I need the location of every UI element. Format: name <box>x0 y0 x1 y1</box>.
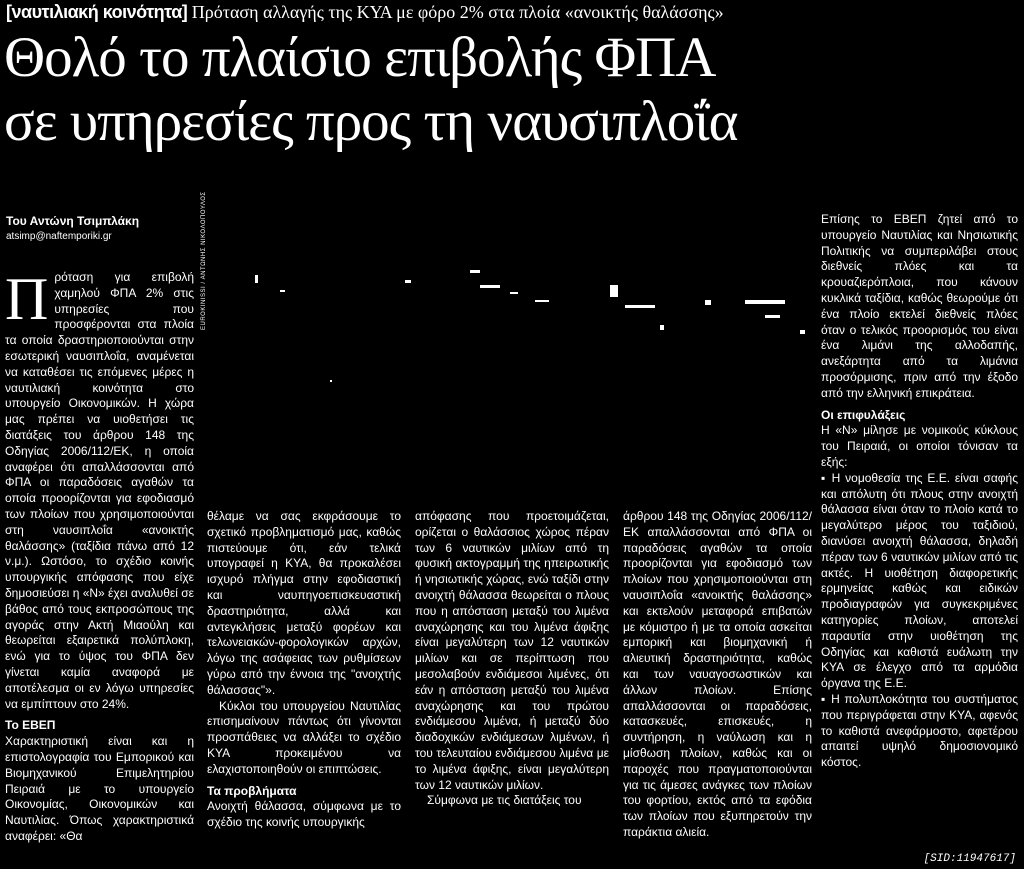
col2-paragraph-3: Ανοιχτή θάλασσα, σύμφωνα με το σχέδιο της κοινής υπουργικής <box>207 799 401 830</box>
col3-paragraph-2: Σύμφωνα με τις διατάξεις του <box>427 793 582 808</box>
col2-paragraph-1: θέλαμε να σας εκφράσουμε το σχετικό προβληματισμό μας, καθώς πιστεύουμε ότι, εάν τελικά υπογραφεί η ΚΥΑ, θα προκαλέσει ισχυρό πλήγμα στην εφοδιαστική και ναυπηγοεπισκευαστική δραστηριότητα, αλλά και αντεγκλήσεις μεταξύ φορέων και τελωνειακών-φορολογικών αρχών, λόγω της ασάφειας των ρυθμίσεων γύρω από την έννοια της "ανοιχτής θάλασσας"». <box>207 509 401 697</box>
col1-paragraph-2: Χαρακτηριστική είναι και η επιστολογραφία του Εμπορικού και Βιομηχανικού Επιμελητηρίου Πειραιά με το υπουργείο Οικονομίας, Οικονομικών και Ναυτιλίας. Όπως χαρακτηριστικά αναφέρει: «Θα <box>5 734 194 843</box>
section-tag: [ναυτιλιακή κοινότητα] <box>6 2 188 22</box>
col5-bullet-1: ▪ Η νομοθεσία της Ε.Ε. είναι σαφής και απόλυτη ότι πλους στην ανοιχτή θάλασσα είναι όταν το πλοίο κατά το μεγαλύτερο μέρος του ταξιδιού, διανύσει ανοιχτή θάλασσα, δηλαδή πέραν των 6 ναυτικών μιλίων από τις ακτές. Η υιοθέτηση διαφορετικής ερμηνείας καθώς και ειδικών προδιαγραφών για συγκεκριμένες κατηγορίες πλοίων, αποτελεί παραυτία στην υιοθέτηση της Οδηγίας και καθιστά ευάλωτη την ΚΥΑ σε έλεγχο από τα αρμόδια όργανα της Ε.Ε. <box>821 470 1018 691</box>
column-1 <box>5 266 194 845</box>
headline-line-2: σε υπηρεσίες προς τη ναυσιπλοΐα <box>4 90 738 153</box>
author-email: atsimp@naftemporiki.gr <box>6 231 112 242</box>
kicker <box>6 2 724 23</box>
photo-credit: EUROKINISSI / ΑΝΤΩΝΗΣ ΝΙΚΟΛΟΠΟΥΛΟΣ <box>201 191 207 330</box>
col5-paragraph-1: Επίσης το ΕΒΕΠ ζητεί από το υπουργείο Ναυτιλίας και Νησιωτικής Πολιτικής να συμπεριλάβει στους διεθνείς πλόες και τα κρουαζιερόπλοια, που κάνουν κυκλικά ταξίδια, καθώς θεωρούμε ότι ένα πλοίο εκτελεί διεθνείς πλόες όταν ο τελικός προορισμός του είναι ένα λιμάνι της αλλοδαπής, ανεξάρτητα από τα λιμάνια προσόρμισης, πριν από την έξοδο από την ελληνική επικράτεια. <box>821 212 1018 400</box>
drop-cap: Π <box>5 266 49 332</box>
byline <box>6 212 139 242</box>
col3-paragraph-1: απόφασης που προετοιμάζεται, ορίζεται ο θαλάσσιος χώρος πέραν των 6 ναυτικών μιλίων από τη φυσική ακτογραμμή της ηπειρωτικής ή νησιωτικής χώρας, ενώ ταξίδι στην ανοιχτή θάλασσα θεωρείται ο πλους που η απόσταση μεταξύ του λιμένα αναχώρησης και του λιμένα άφιξης είναι μεγαλύτερη των 12 ναυτικών μιλίων και σε περίπτωση που μεσολαβούν ενδιάμεσοι λιμένες, ότι εάν η απόσταση μεταξύ του λιμένα αναχώρησης και του πρώτου ενδιάμεσου λιμένα, ή μεταξύ δύο διαδοχικών ενδιάμεσων λιμένων, ή του τελευταίου ενδιάμεσου λιμένα με το λιμένα άφιξης, είναι μεγαλύτερη των 12 ναυτικών μιλίων. <box>415 509 609 792</box>
col4-paragraph-1: άρθρου 148 της Οδηγίας 2006/112/ΕΚ απαλλάσσονται από ΦΠΑ οι παραδόσεις αγαθών τα οποία προορίζονται για εφοδιασμό των πλοίων που χρησιμοποιούνται στη ναυσιπλοΐα «ανοικτής θαλάσσης» και εκτελούν μεταφορά επιβατών με κόμιστρο ή με τα οποία ασκείται εμπορική και βιομηχανική ή αλιευτική δραστηριότητα, καθώς και των ναυαγοσωστικών και άλλων πλοίων. Επίσης απαλλάσσονται οι παραδόσεις, κατασκευές, επισκευές, η συντήρηση, η ναύλωση και η μίσθωση πλοίων, καθώς και οι παροχές που πραγματοποιούνται για τις άμεσες ανάγκες των πλοίων του φορτίου, εκτός από τα εφόδια των πλοίων που εξυπηρετούν την παράκτια αλιεία. <box>623 509 812 839</box>
author-name: Του Αντώνη Τσιμπλάκη <box>6 214 140 228</box>
subheading-ebep: Το ΕΒΕΠ <box>5 718 56 733</box>
headline-line-1: Θολό το πλαίσιο επιβολής ΦΠΑ <box>4 26 716 89</box>
col5-paragraph-2: Η «Ν» μίλησε με νομικούς κύκλους του Πειραιά, οι οποίοι τόνισαν τα εξής: <box>821 423 1018 469</box>
col2-paragraph-2: Κύκλοι του υπουργείου Ναυτιλίας επισημαίνουν πάντως ότι γίνονται προσπάθειες να αλλάξει το σχέδιο ΚΥΑ προκειμένου να ελαχιστοποιηθούν οι επιπτώσεις. <box>207 698 401 776</box>
col1-paragraph-1: ρόταση για επιβολή χαμηλού ΦΠΑ 2% στις υπηρεσίες που προσφέρονται στα πλοία τα οποία δραστηριοποιούνται στην εσωτερική ναυσιπλοΐα, αναμένεται να καταθέσει τις επόμενες μέρες η ναυτιλιακή κοινότητα στο υπουργείο Οικονομικών. Η χώρα μας πρέπει να υιοθετήσει τις διατάξεις του άρθρου 148 της Οδηγίας 2006/112/ΕΚ, η οποία αναφέρει ότι απαλλάσσονται από ΦΠΑ οι παραδόσεις αγαθών τα οποία προορίζονται για εφοδιασμό των πλοίων που χρησιμοποιούνται στη ναυσιπλοΐα «ανοικτής θαλάσσης» (ταξίδια πάνω από 12 ν.μ.). Ωστόσο, το σχέδιο κοινής υπουργικής απόφασης που είχε δημοσιεύσει η «Ν» έχει αναλυθεί σε βάθος από τους εκπροσώπους της αγοράς στην Ακτή Μιαούλη και θεωρείται εξαιρετικά πολύπλοκη, ενώ για το ύψος του ΦΠΑ δεν γίνεται καμία αναφορά με αποτέλεσμα οι εν λόγω υπηρεσίες να εμπίπτουν στο 24%. <box>5 270 194 711</box>
column-2 <box>207 509 401 831</box>
kicker-text: Πρόταση αλλαγής της ΚΥΑ με φόρο 2% στα πλοία «ανοικτής θαλάσσης» <box>187 2 724 22</box>
subheading-problems: Τα προβλήματα <box>207 783 297 798</box>
column-4 <box>623 509 812 841</box>
harbor-night-photo <box>205 230 810 502</box>
column-3 <box>415 509 609 809</box>
story-id: [SID:11947617] <box>923 853 1016 865</box>
column-5 <box>821 212 1018 771</box>
col5-bullet-2: ▪ Η πολυπλοκότητα του συστήματος που περιγράφεται στην ΚΥΑ, αφενός το καθιστά ανεφάρμοστο, αφετέρου απαιτεί υψηλό δημοσιονομικό κόστος. <box>821 691 1018 770</box>
headline <box>4 26 1020 154</box>
subheading-reservations: Οι επιφυλάξεις <box>821 407 906 422</box>
